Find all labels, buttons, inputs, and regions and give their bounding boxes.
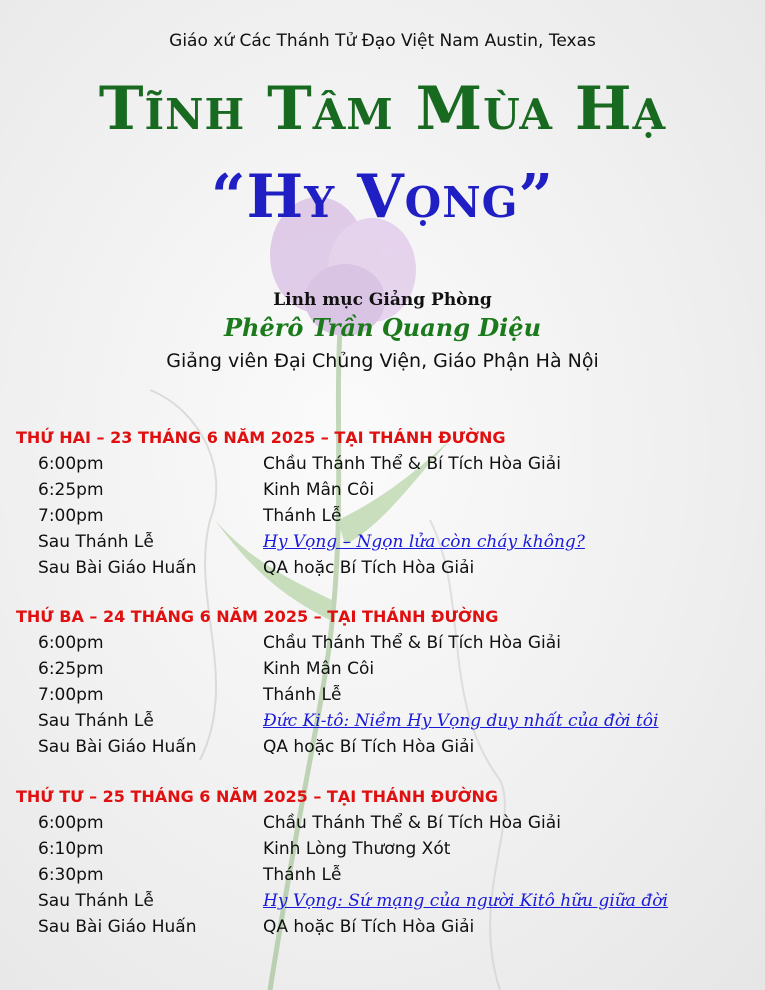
talk-link[interactable]: Hy Vọng – Ngọn lửa còn cháy không? (263, 532, 585, 552)
day-header: THỨ BA – 24 THÁNG 6 NĂM 2025 – TẠI THÁNH ĐƯỜNG (16, 607, 499, 626)
preacher-name: Phêrô Trần Quang Diệu (223, 313, 542, 342)
schedule-row (16, 630, 756, 656)
schedule-time: Sau Bài Giáo Huấn (38, 917, 197, 937)
schedule-activity: QA hoặc Bí Tích Hòa Giải (263, 737, 475, 757)
schedule-row (16, 734, 756, 760)
day-section-monday (16, 425, 756, 581)
schedule-time: 7:00pm (38, 506, 104, 526)
schedule-time: 7:00pm (38, 685, 104, 705)
schedule-time: Sau Bài Giáo Huấn (38, 558, 197, 578)
talk-link[interactable]: Hy Vọng: Sứ mạng của người Kitô hữu giữa đời (263, 891, 668, 911)
schedule-activity: QA hoặc Bí Tích Hòa Giải (263, 917, 475, 937)
day-section-wednesday (16, 784, 756, 940)
schedule-row (16, 451, 756, 477)
schedule-time: 6:25pm (38, 659, 104, 679)
schedule-activity: Thánh Lễ (263, 685, 342, 705)
schedule-row (16, 862, 756, 888)
schedule-activity: Thánh Lễ (263, 506, 342, 526)
schedule-time: Sau Bài Giáo Huấn (38, 737, 197, 757)
preacher-label: Linh mục Giảng Phòng (273, 290, 492, 310)
schedule-activity: Kinh Mân Côi (263, 659, 375, 679)
retreat-title: Tĩnh Tâm Mùa Hạ (98, 74, 667, 144)
schedule-activity: Thánh Lễ (263, 865, 342, 885)
day-header: THỨ HAI – 23 THÁNG 6 NĂM 2025 – TẠI THÁNH ĐƯỜNG (16, 428, 506, 447)
schedule-row (16, 656, 756, 682)
schedule-time: Sau Thánh Lễ (38, 891, 154, 911)
talk-link[interactable]: Đức Ki-tô: Niềm Hy Vọng duy nhất của đời tôi (263, 711, 659, 731)
retreat-theme: “Hy Vọng” (211, 162, 554, 232)
schedule-time: 6:00pm (38, 633, 104, 653)
schedule-time: Sau Thánh Lễ (38, 711, 154, 731)
schedule-activity: Chầu Thánh Thể & Bí Tích Hòa Giải (263, 454, 561, 474)
schedule-row (16, 888, 756, 914)
schedule-row (16, 836, 756, 862)
schedule-time: 6:30pm (38, 865, 104, 885)
schedule-activity: Kinh Mân Côi (263, 480, 375, 500)
schedule-row (16, 477, 756, 503)
schedule-row (16, 708, 756, 734)
schedule-activity: QA hoặc Bí Tích Hòa Giải (263, 558, 475, 578)
schedule-row (16, 810, 756, 836)
schedule-row (16, 529, 756, 555)
schedule-time: Sau Thánh Lễ (38, 532, 154, 552)
preacher-title: Giảng viên Đại Chủng Viện, Giáo Phận Hà Nội (166, 350, 599, 372)
schedule-row (16, 503, 756, 529)
schedule-activity: Chầu Thánh Thể & Bí Tích Hòa Giải (263, 813, 561, 833)
schedule-time: 6:00pm (38, 813, 104, 833)
schedule-activity: Chầu Thánh Thể & Bí Tích Hòa Giải (263, 633, 561, 653)
day-section-tuesday (16, 604, 756, 760)
schedule-time: 6:10pm (38, 839, 104, 859)
schedule-time: 6:25pm (38, 480, 104, 500)
day-header: THỨ TƯ – 25 THÁNG 6 NĂM 2025 – TẠI THÁNH ĐƯỜNG (16, 787, 499, 806)
schedule-activity: Kinh Lòng Thương Xót (263, 839, 451, 859)
schedule-row (16, 914, 756, 940)
schedule-row (16, 555, 756, 581)
schedule-time: 6:00pm (38, 454, 104, 474)
schedule-row (16, 682, 756, 708)
parish-name: Giáo xứ Các Thánh Tử Đạo Việt Nam Austin, Texas (169, 31, 596, 51)
